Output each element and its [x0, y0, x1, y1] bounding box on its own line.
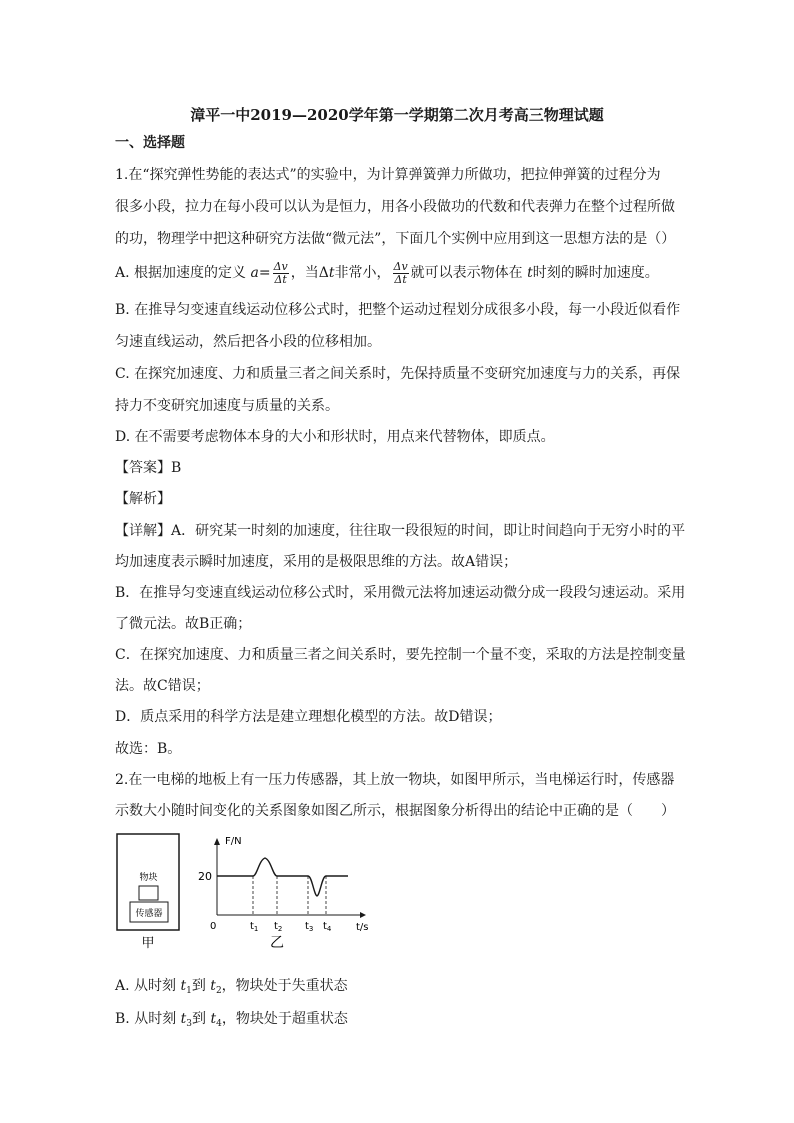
- option-b-end: ，物块处于超重状态: [221, 1011, 348, 1027]
- q1-detail-line-1: 【详解】A．研究某一时刻的加速度，往往取一段很短的时间，即让时间趋向于无穷小时的平: [115, 523, 686, 539]
- symbol-t: t: [328, 265, 335, 281]
- option-a-end: ，物块处于失重状态: [221, 978, 348, 994]
- q1-detail-line-3: B．在推导匀变速直线运动位移公式时，采用微元法将加速运动微分成一段段匀速运动。采用: [115, 585, 686, 601]
- symbol-t2: t: [210, 978, 216, 994]
- option-a-end: 时刻的瞬时加速度。: [532, 265, 659, 281]
- subscript-1: 1: [186, 986, 192, 996]
- option-a-middle: ，当Δ: [290, 265, 329, 281]
- fraction-denominator: Δt: [274, 272, 287, 286]
- fraction-dv-dt-2: [393, 261, 409, 286]
- x-axis-label: t/s: [356, 922, 369, 933]
- symbol-t4: t: [210, 1011, 217, 1027]
- subscript-3: 3: [186, 1019, 193, 1029]
- q1-option-b-line-1: B. 在推导匀变速直线运动位移公式时，把整个运动过程划分成很多小段，每一小段近似看作: [115, 302, 681, 318]
- subscript-4: 4: [216, 1019, 222, 1029]
- symbol-t3: t: [180, 1011, 187, 1027]
- option-a-prefix: A. 根据加速度的定义: [115, 265, 251, 281]
- block-label: 物块: [139, 873, 158, 883]
- section-heading: 一、选择题: [115, 135, 185, 151]
- sensor-label: 传感器: [135, 909, 163, 919]
- caption-yi: 乙: [270, 935, 284, 951]
- symbol-t-2: t: [527, 265, 533, 281]
- fraction-numerator: Δv: [273, 259, 288, 273]
- tick-t2: $t_2$: [274, 921, 283, 933]
- q2-stem-line-1: 2.在一电梯的地板上有一压力传感器，其上放一物块，如图甲所示，当电梯运行时，传感器: [115, 772, 675, 788]
- option-b-prefix: B. 从时刻: [115, 1011, 181, 1027]
- y-axis-label: F/N: [225, 836, 242, 847]
- tick-t4: $t_4$: [323, 921, 332, 933]
- elevator-diagram: [117, 834, 179, 951]
- q1-option-b-line-2: 匀速直线运动，然后把各小段的位移相加。: [115, 334, 381, 350]
- option-a-prefix: A. 从时刻: [115, 978, 181, 994]
- q1-detail-line-2: 均加速度表示瞬时加速度，采用的是极限思维的方法。故A错误；: [115, 554, 518, 570]
- q1-option-a: [115, 258, 659, 288]
- force-time-graph: [198, 836, 369, 951]
- q1-analysis-heading: 【解析】: [115, 491, 171, 507]
- y-tick-20: 20: [198, 870, 212, 883]
- y-axis-arrow: [214, 838, 220, 845]
- tick-t3: $t_3$: [305, 921, 314, 933]
- option-a-middle: 到: [191, 978, 211, 994]
- fraction-denominator: Δt: [394, 272, 407, 286]
- q1-detail-line-4: 了微元法。故B正确；: [115, 616, 252, 632]
- fraction-numerator: Δv: [393, 259, 408, 273]
- q1-choice: 故选：B。: [115, 741, 182, 757]
- equals-sign: =: [258, 265, 271, 281]
- option-a-post: 就可以表示物体在: [410, 265, 528, 281]
- origin-label: 0: [210, 921, 217, 932]
- q2-option-b: [115, 1010, 348, 1033]
- q1-detail-line-7: D．质点采用的科学方法是建立理想化模型的方法。故D错误；: [115, 709, 502, 725]
- q1-stem-line-2: 很多小段，拉力在每小段可以认为是恒力，用各小段做功的代数和代表弹力在整个过程所做: [115, 199, 675, 215]
- subscript-2: 2: [215, 986, 222, 996]
- q1-stem-line-3: 的功，物理学中把这种研究方法做“微元法”，下面几个实例中应用到这一思想方法的是（）: [115, 231, 676, 247]
- q2-figure: [110, 830, 370, 960]
- fraction-dv-dt: [273, 261, 289, 286]
- tick-t1: $t_1$: [250, 921, 259, 933]
- block-rect: [139, 886, 158, 900]
- q2-stem-line-2: 示数大小随时间变化的关系图象如图乙所示，根据图象分析得出的结论中正确的是（ ）: [115, 803, 675, 819]
- option-b-middle: 到: [192, 1011, 211, 1027]
- q1-detail-line-6: 法。故C错误；: [115, 678, 210, 694]
- force-curve: [217, 858, 348, 896]
- q1-option-d: D. 在不需要考虑物体本身的大小和形状时，用点来代替物体，即质点。: [115, 429, 555, 445]
- q1-option-c-line-2: 持力不变研究加速度与质量的关系。: [115, 398, 339, 414]
- q1-detail-line-5: C．在探究加速度、力和质量三者之间关系时，要先控制一个量不变，采取的方法是控制变量: [115, 647, 686, 663]
- page-title: 漳平一中2019—2020学年第一学期第二次月考高三物理试题: [190, 106, 604, 124]
- caption-jia: 甲: [141, 936, 155, 951]
- q1-answer: 【答案】B: [115, 460, 182, 476]
- q1-stem-line-1: 1.在“探究弹性势能的表达式”的实验中，为计算弹簧弹力所做功，把拉伸弹簧的过程分为: [115, 167, 661, 183]
- option-a-middle-2: 非常小，: [334, 265, 391, 281]
- symbol-a: a: [250, 265, 259, 281]
- symbol-t1: t: [180, 978, 187, 994]
- q1-option-c-line-1: C. 在探究加速度、力和质量三者之间关系时，先保持质量不变研究加速度与力的关系，再保: [115, 366, 681, 382]
- q2-option-a: [115, 977, 348, 1000]
- x-axis-arrow: [360, 912, 366, 918]
